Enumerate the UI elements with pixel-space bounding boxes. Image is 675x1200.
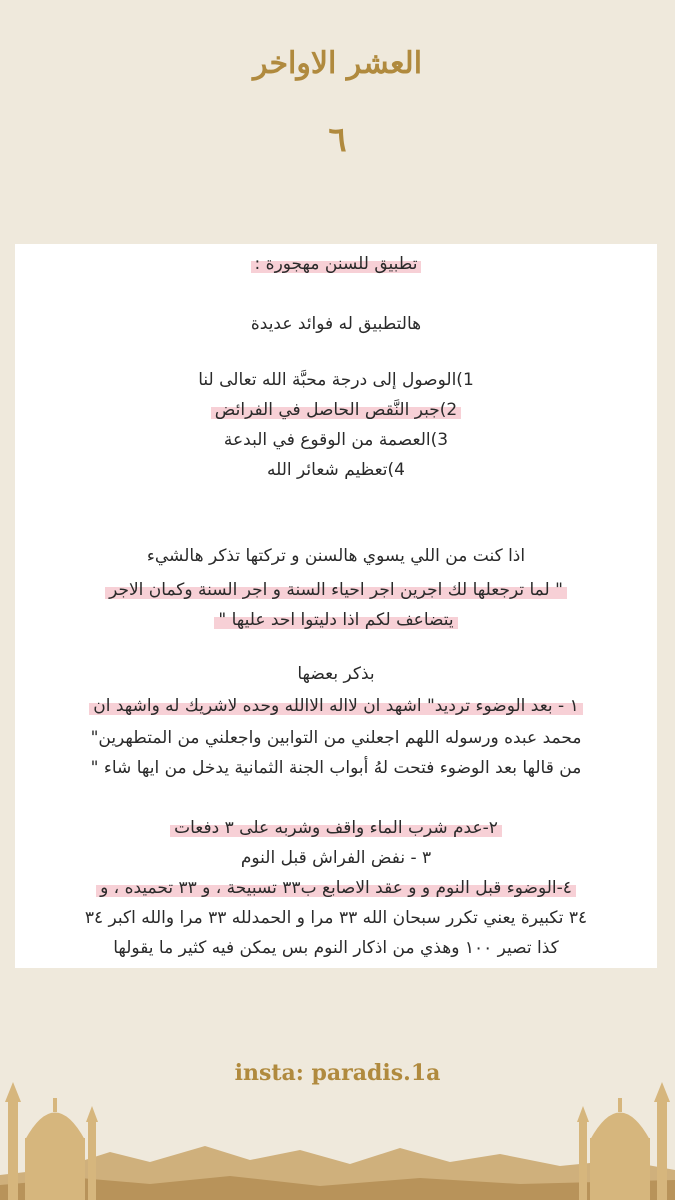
intro-line: اذا كنت من اللي يسوي هالسنن و تركتها تذكر هالشيء xyxy=(146,546,526,566)
section-heading: بذكر بعضها xyxy=(297,664,375,684)
item1-line: محمد عبده ورسوله اللهم اجعلني من التوابين واجعلني من المتطهرين" xyxy=(90,728,582,748)
mosque-decoration xyxy=(0,1080,675,1200)
item4-line: ٣٤ تكبيرة يعني تكرر سبحان الله ٣٣ مرا و الحمدلله ٣٣ مرا والله اكبر ٣٤ xyxy=(84,908,588,928)
part-number: ٦ xyxy=(328,120,347,160)
item4-line: ٤-الوضوء قبل النوم و و عقد الاصابع ب٣٣ تسبيحة ، و ٣٣ تحميده ، و xyxy=(15,878,657,898)
intro-line: يتضاعف لكم اذا دليتوا احد عليها " xyxy=(15,610,657,630)
card-heading: تطبيق للسنن مهجورة : xyxy=(15,254,657,274)
item2-line: ٢-عدم شرب الماء واقف وشربه على ٣ دفعات xyxy=(15,818,657,838)
item1-line: من قالها بعد الوضوء فتحت لهُ أبواب الجنة الثمانية يدخل من ايها شاء " xyxy=(90,758,582,778)
item3-line: ٣ - نفض الفراش قبل النوم xyxy=(240,848,432,868)
benefit-item: 1)الوصول إلى درجة محبَّة الله تعالى لنا xyxy=(198,370,474,390)
item4-line: كذا تصير ١٠٠ وهذي من اذكار النوم بس يمكن فيه كثير ما يقولها xyxy=(113,938,559,958)
benefit-item: 4)تعظيم شعائر الله xyxy=(267,460,405,480)
intro-line: " لما ترجعلها لك اجرين اجر احياء السنة و اجر السنة وكمان الاجر xyxy=(15,580,657,600)
card-subheading: هالتطبيق له فوائد عديدة xyxy=(250,314,422,334)
instagram-handle: insta: paradis.1a xyxy=(234,1060,441,1086)
item1-line: ١ - بعد الوضوء ترديد" اشهد ان لااله الاالله وحده لاشريك له واشهد ان xyxy=(15,696,657,716)
benefit-item: 2)جبر النَّقص الحاصل في الفرائض xyxy=(15,400,657,420)
page-title: العشر الاواخر xyxy=(252,46,423,81)
benefit-item: 3)العصمة من الوقوع في البدعة xyxy=(223,430,449,450)
content-card xyxy=(15,244,657,968)
